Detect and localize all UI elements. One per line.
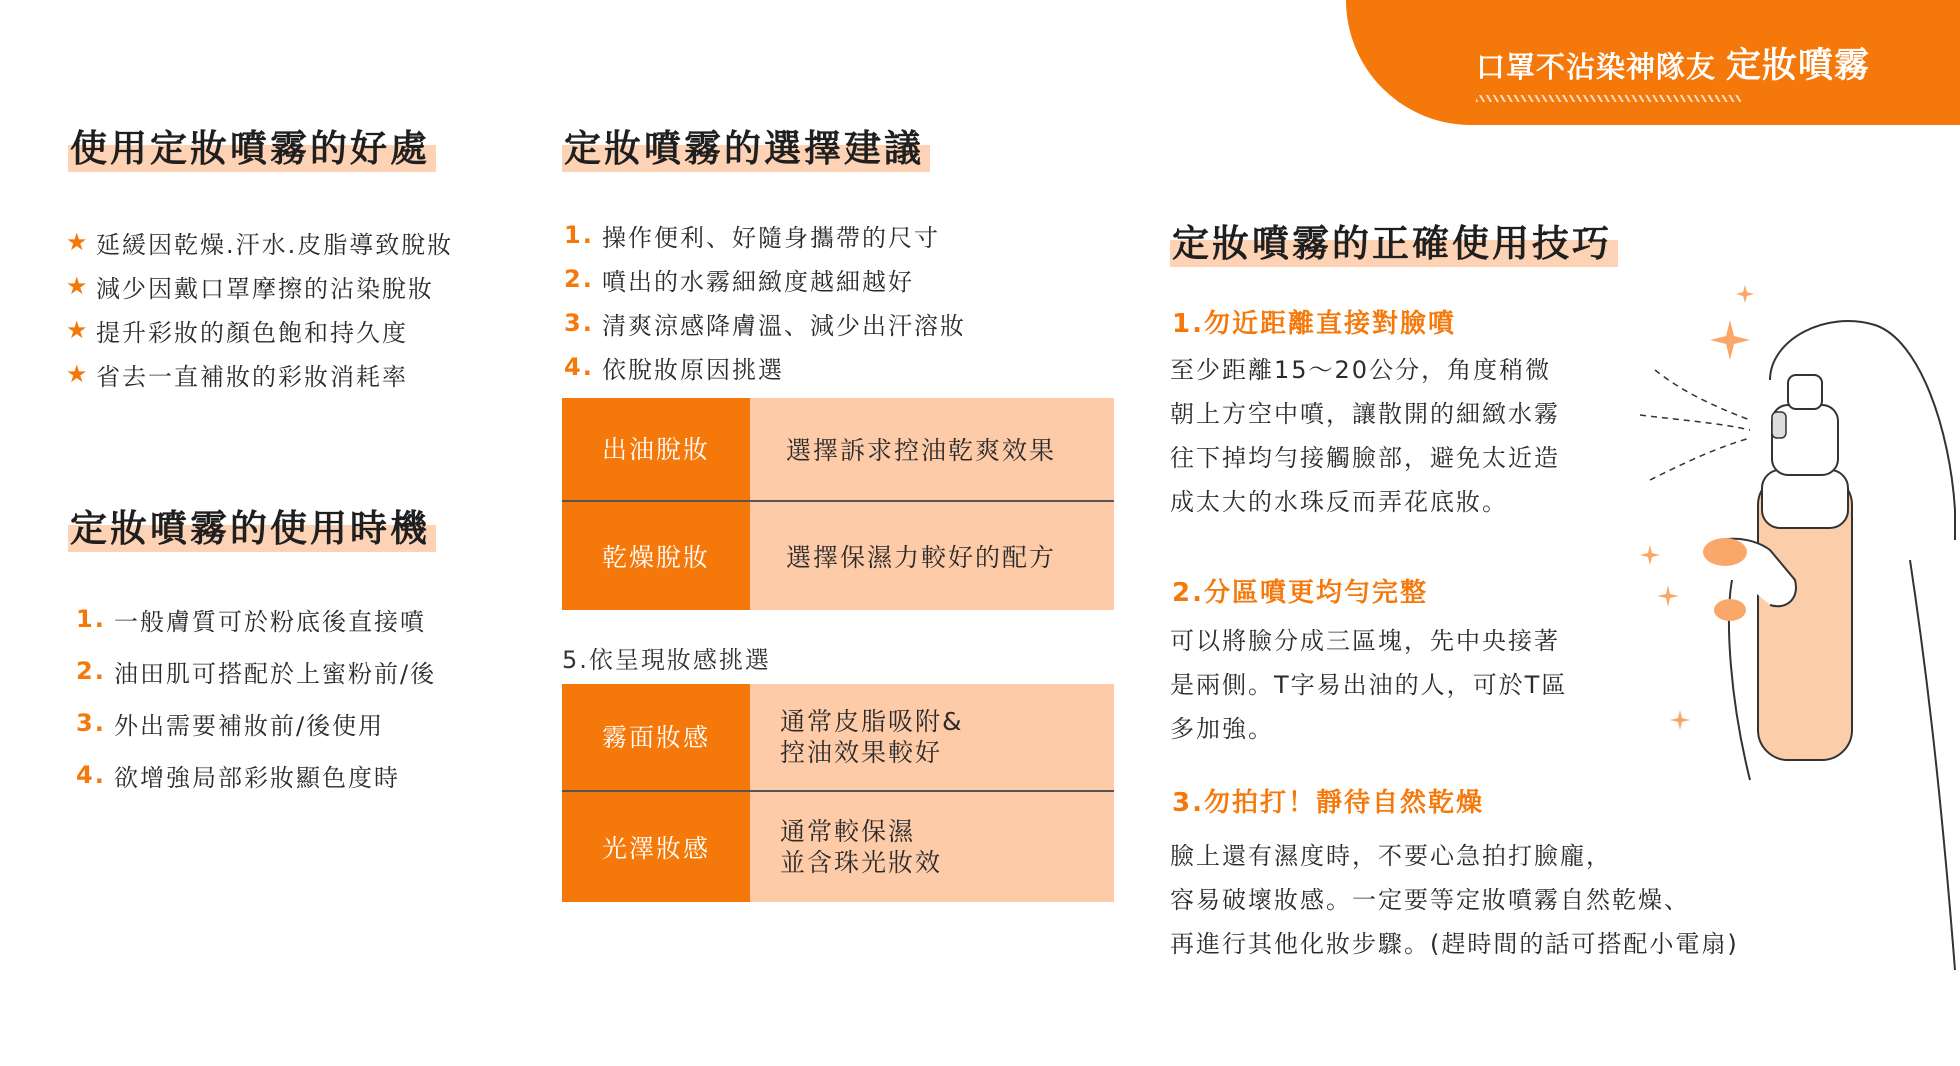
item-5-text: 5.依呈現妝感挑選 [562,646,771,674]
benefits-list [66,220,453,396]
table-row-label: 霧面妝感 [562,684,750,790]
tip-3-body: 臉上還有濕度時，不要心急拍打臉龐， 容易破壞妝感。一定要等定妝噴霧自然乾燥、 再進行其他化妝步驟。(趕時間的話可搭配小電扇) [1170,842,1739,958]
banner-hatch-decoration [1476,95,1741,102]
star-icon: ★ [66,272,90,300]
list-item: 2. 油田肌可搭配於上蜜粉前/後 [76,657,437,688]
finger-nail [1714,599,1746,621]
table-row-label: 出油脫妝 [562,398,750,500]
timing-list [76,593,436,801]
selection-heading: 定妝噴霧的選擇建議 [562,118,930,172]
list-item: ★ 減少因戴口罩摩擦的沾染脫妝 [66,272,434,303]
tip-1-heading: 1.勿近距離直接對臉噴 [1172,309,1456,339]
table-row [562,792,1114,902]
star-icon: ★ [66,316,90,344]
selection-list [564,213,966,389]
table-row-value: 通常皮脂吸附& 控油效果較好 [780,707,964,767]
tip-1-body: 至少距離15～20公分，角度稍微 朝上方空中噴，讓散開的細緻水霧 往下掉均勻接觸臉部，避免太近造 成太大的水珠反而弄花底妝。 [1170,356,1560,516]
list-item: 4. 欲增強局部彩妝顯色度時 [76,761,400,792]
table-row-label: 光澤妝感 [562,792,750,902]
selection-item-5 [562,640,771,675]
finish-table [562,684,1114,902]
banner-subtitle: 口罩不沾染神隊友 [1475,49,1716,84]
timing-heading: 定妝噴霧的使用時機 [68,498,436,552]
list-item: 1. 操作便利、好隨身攜帶的尺寸 [564,221,940,252]
top-banner [1346,0,1960,125]
spray-bottle-hand-illustration [1620,280,1960,980]
sparkle-icon [1640,285,1754,730]
oil-dry-table [562,398,1114,610]
tip-3-heading: 3.勿拍打！靜待自然乾燥 [1172,788,1484,818]
banner-title [1476,38,1870,88]
bottle-nozzle [1788,375,1822,409]
nozzle-tip [1772,412,1786,438]
spray-mist-icon [1640,370,1750,480]
star-icon: ★ [66,360,90,388]
list-item: ★ 提升彩妝的顏色飽和持久度 [66,316,408,347]
list-item: 2. 噴出的水霧細緻度越細越好 [564,265,914,296]
list-item: 3. 外出需要補妝前/後使用 [76,709,385,740]
list-item: ★ 省去一直補妝的彩妝消耗率 [66,360,408,391]
table-row-label: 乾燥脫妝 [562,502,750,610]
technique-heading: 定妝噴霧的正確使用技巧 [1170,213,1618,267]
list-item: ★ 延緩因乾燥.汗水.皮脂導致脫妝 [66,228,454,259]
table-row [562,398,1114,502]
table-row [562,684,1114,792]
table-row-value: 選擇訴求控油乾爽效果 [785,436,1056,465]
table-row-value: 通常較保濕 並含珠光妝效 [780,817,943,877]
list-item: 4. 依脫妝原因挑選 [564,353,784,384]
table-row-value: 選擇保濕力較好的配方 [785,543,1056,572]
thumb-nail [1703,538,1747,566]
wrist-outline [1910,560,1955,970]
star-icon: ★ [66,228,90,256]
banner-main-title: 定妝噴霧 [1725,45,1870,86]
bottle-collar [1762,470,1848,528]
tip-2-heading: 2.分區噴更均勻完整 [1172,578,1428,608]
tip-2-body: 可以將臉分成三區塊，先中央接著 是兩側。T字易出油的人，可於T區 多加強。 [1170,627,1568,743]
benefits-heading: 使用定妝噴霧的好處 [68,118,436,172]
list-item: 3. 清爽涼感降膚溫、減少出汗溶妝 [564,309,966,340]
table-row [562,502,1114,610]
list-item: 1. 一般膚質可於粉底後直接噴 [76,605,426,636]
